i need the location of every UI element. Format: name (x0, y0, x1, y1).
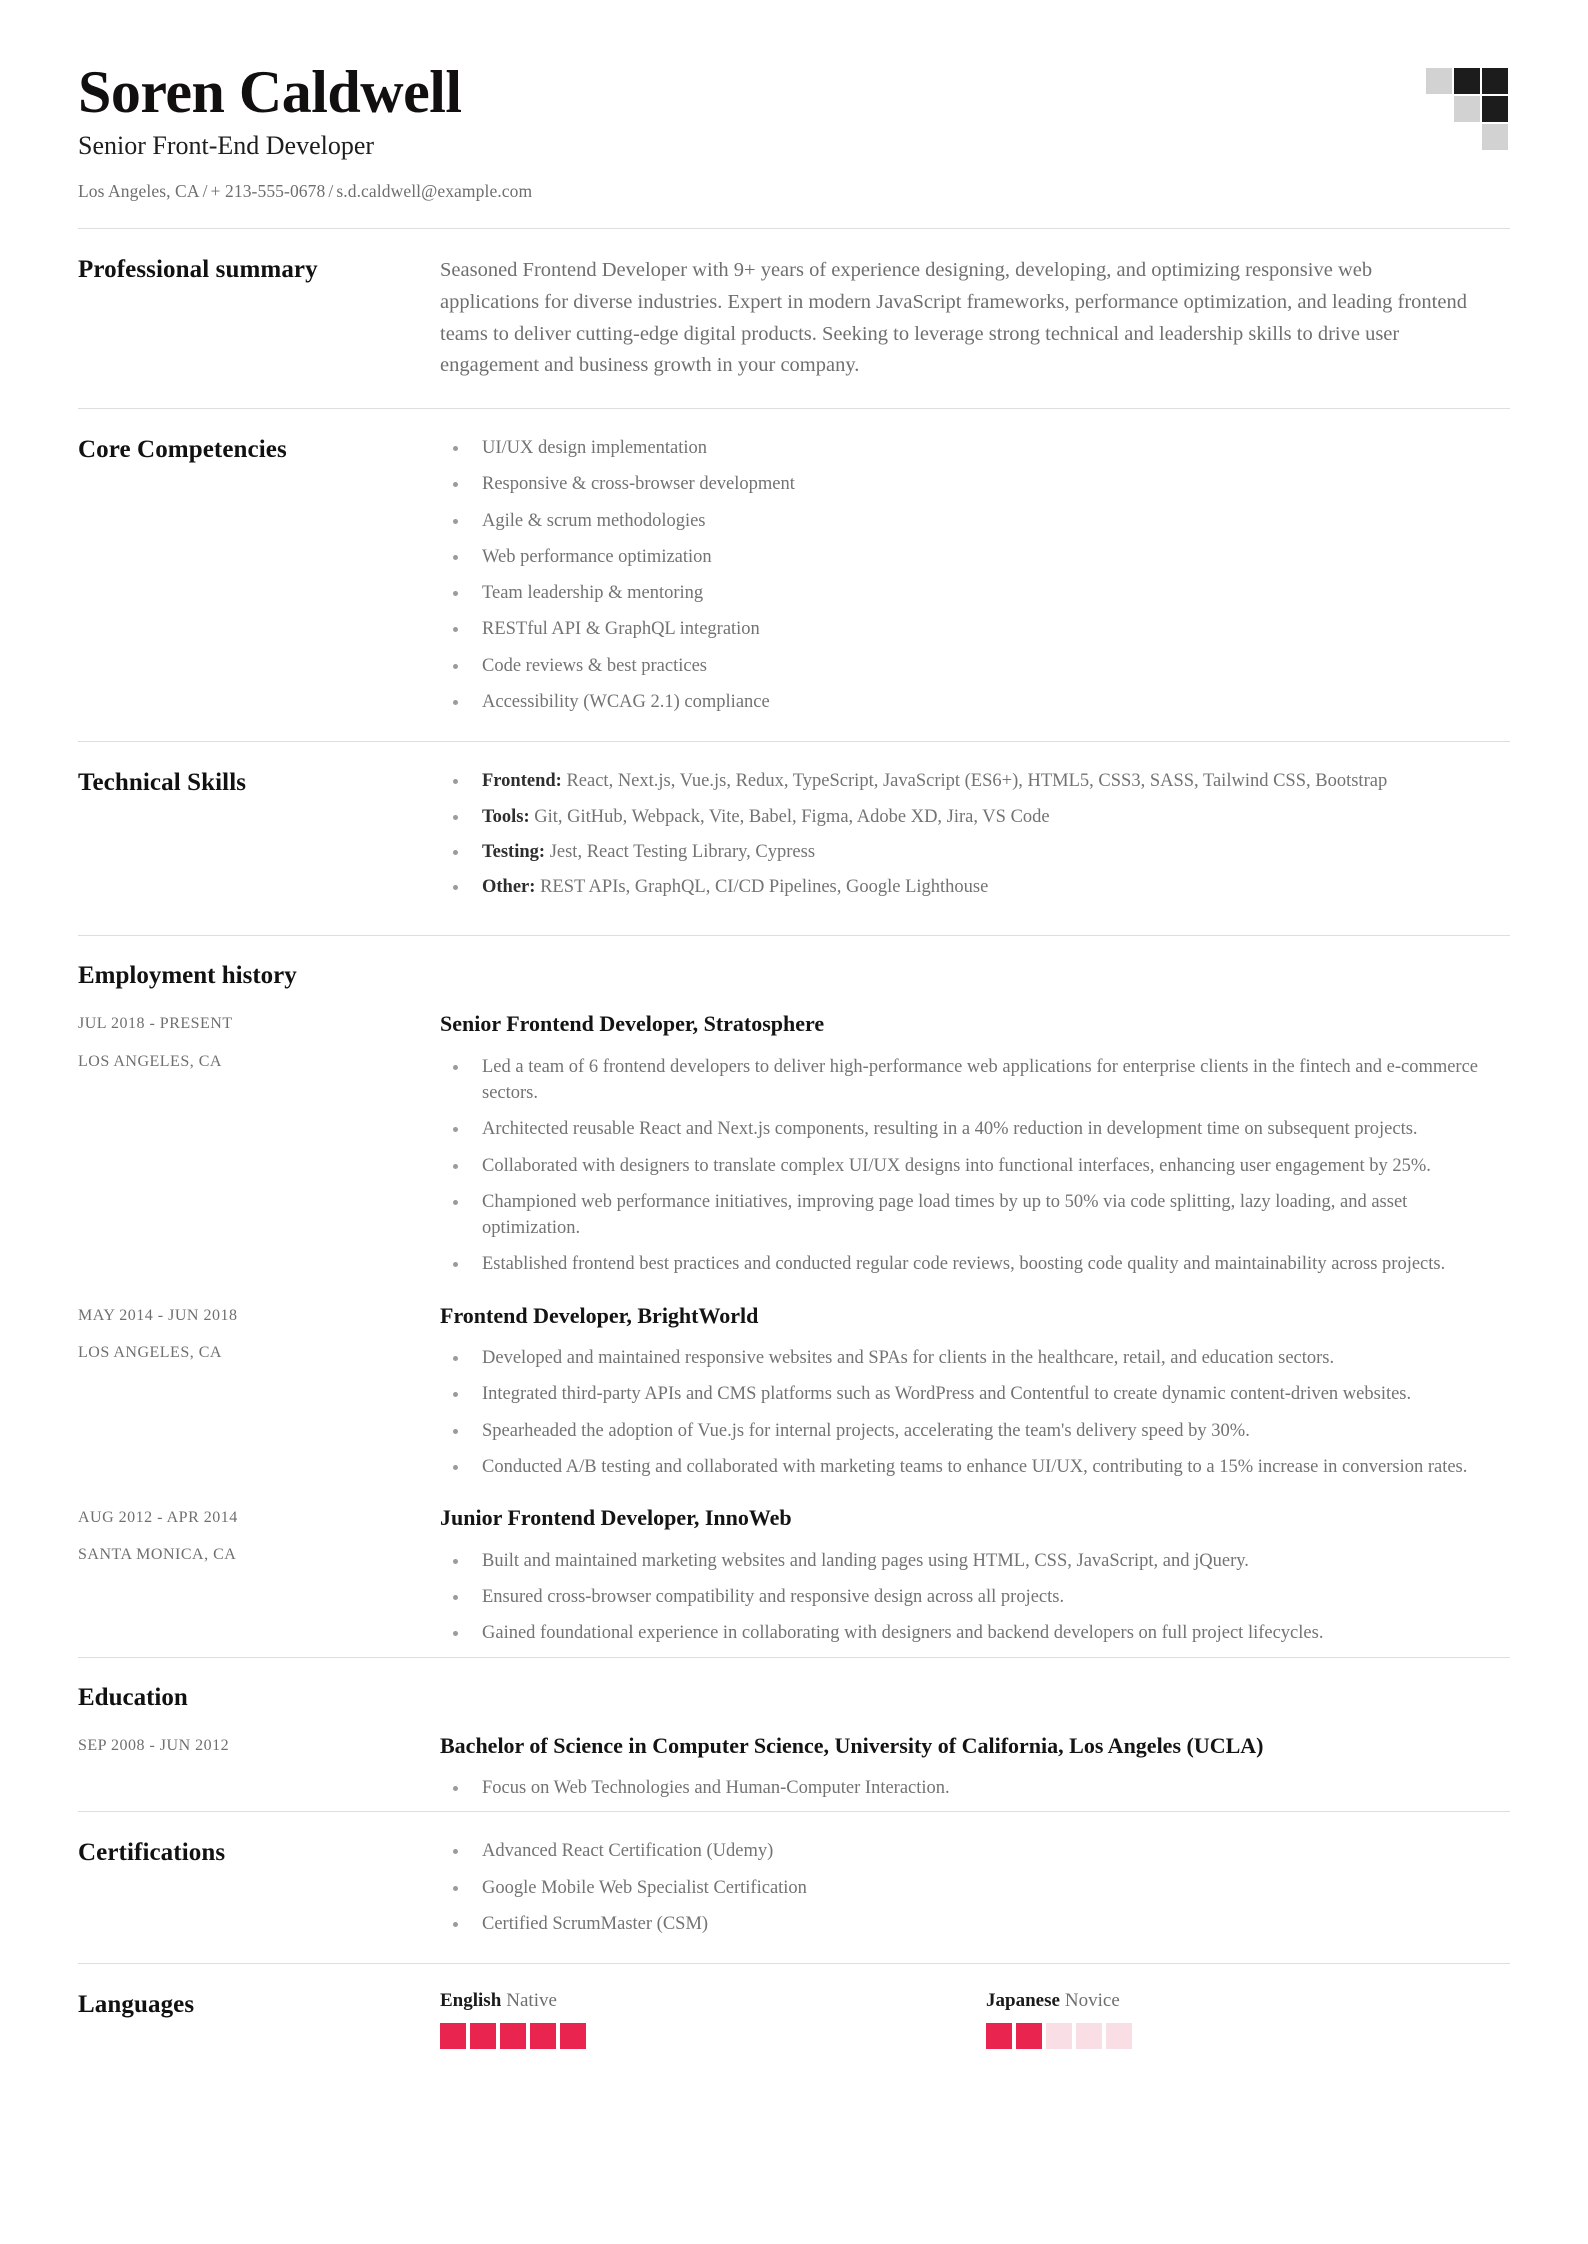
list-item: UI/UX design implementation (440, 435, 1510, 461)
contact-phone[interactable]: + 213-555-0678 (210, 181, 326, 202)
list-item: Accessibility (WCAG 2.1) compliance (440, 689, 1510, 715)
list-item: Agile & scrum methodologies (440, 508, 1510, 534)
list-item: Focus on Web Technologies and Human-Computer Interaction. (440, 1775, 1510, 1801)
list-item: Code reviews & best practices (440, 653, 1510, 679)
list-item: Integrated third-party APIs and CMS platforms such as WordPress and Contentful to create dynamic content-driven websites. (440, 1381, 1510, 1407)
languages-heading: Languages (78, 1991, 195, 2019)
employment-bullets (440, 1345, 1510, 1480)
list-item: Architected reusable React and Next.js components, resulting in a 40% reduction in development time on subsequent projects. (440, 1116, 1510, 1142)
list-item: Established frontend best practices and conducted regular code reviews, boosting code quality and maintainability across projects. (440, 1251, 1510, 1277)
list-item: Responsive & cross-browser development (440, 471, 1510, 497)
language-level-label: Novice (1064, 1990, 1120, 2012)
language-heading (986, 1990, 1532, 2012)
contact-location: Los Angeles, CA (78, 181, 200, 202)
competencies-list (440, 435, 1510, 715)
resume-header (78, 59, 1510, 228)
logo-cell-8 (1454, 124, 1480, 150)
employment-entry (78, 996, 1510, 1287)
employment-location: LOS ANGELES, CA (78, 1052, 222, 1070)
skill-value: REST APIs, GraphQL, CI/CD Pipelines, Google Lighthouse (535, 877, 989, 898)
meter-box (500, 2023, 526, 2049)
list-item: Team leadership & mentoring (440, 580, 1510, 606)
meter-box (440, 2023, 466, 2049)
logo-cell-5 (1454, 96, 1480, 122)
languages-body-col (440, 1990, 1510, 2049)
employment-title: Frontend Developer, BrightWorld (440, 1302, 759, 1328)
meter-box (1076, 2023, 1102, 2049)
list-item: Developed and maintained responsive websites and SPAs for clients in the healthcare, retail, and education sectors. (440, 1345, 1510, 1371)
education-bullets (440, 1775, 1510, 1801)
skill-value: Git, GitHub, Webpack, Vite, Babel, Figma, Adobe XD, Jira, VS Code (529, 806, 1050, 827)
language-item (440, 1990, 986, 2049)
certifications-label-col (78, 1838, 440, 1868)
summary-text: Seasoned Frontend Developer with 9+ years of experience designing, developing, and optimizing responsive web applications for diverse industries. Expert in modern JavaScript frameworks, performance optimization, and leading frontend teams to deliver cutting-edge digital products. Seeking to leverage strong technical and leadership skills to drive user engagement and business growth in your company. (440, 259, 1467, 377)
identity-block (78, 59, 1426, 202)
skill-value: Jest, React Testing Library, Cypress (545, 841, 816, 862)
contact-separator-1: / (202, 181, 208, 202)
competencies-body-col (440, 435, 1510, 715)
employment-heading-wrap (78, 936, 1510, 996)
skills-heading: Technical Skills (78, 769, 247, 797)
meter-box (470, 2023, 496, 2049)
language-name: Japanese (986, 1990, 1060, 2012)
employment-meta (78, 1504, 440, 1564)
language-level-label: Native (506, 1990, 557, 2012)
certifications-list (440, 1838, 1510, 1937)
language-heading (440, 1990, 986, 2012)
competencies-label-col (78, 435, 440, 465)
employment-bullets (440, 1054, 1510, 1278)
list-item (440, 839, 1510, 865)
education-meta (78, 1732, 440, 1773)
logo-cell-9 (1482, 124, 1508, 150)
employment-meta (78, 1010, 440, 1070)
skill-category: Testing: (482, 841, 546, 862)
employment-body (440, 1504, 1510, 1646)
employment-date: AUG 2012 - APR 2014 (78, 1509, 238, 1527)
logo-cell-3 (1482, 68, 1508, 94)
section-core-competencies (78, 409, 1510, 741)
meter-box (986, 2023, 1012, 2049)
education-date: SEP 2008 - JUN 2012 (78, 1736, 230, 1754)
skills-label-col (78, 768, 440, 798)
employment-meta (78, 1302, 440, 1362)
list-item: Championed web performance initiatives, improving page load times by up to 50% via code splitting, lazy loading, and asset optimization. (440, 1189, 1510, 1242)
language-item (986, 1990, 1532, 2049)
employment-heading: Employment history (78, 962, 297, 990)
employment-title: Junior Frontend Developer, InnoWeb (440, 1505, 792, 1531)
list-item: Gained foundational experience in collaborating with designers and backend developers on full project lifecycles. (440, 1620, 1510, 1646)
list-item: Led a team of 6 frontend developers to deliver high-performance web applications for enterprise clients in the fintech and e-commerce sectors. (440, 1054, 1510, 1107)
employment-date: JUL 2018 - PRESENT (78, 1015, 233, 1033)
list-item: Built and maintained marketing websites and landing pages using HTML, CSS, JavaScript, and jQuery. (440, 1548, 1510, 1574)
meter-box (560, 2023, 586, 2049)
list-item: Spearheaded the adoption of Vue.js for internal projects, accelerating the team's delivery speed by 30%. (440, 1418, 1510, 1444)
languages-label-col (78, 1990, 440, 2020)
full-name: Soren Caldwell (78, 59, 462, 125)
list-item: Web performance optimization (440, 544, 1510, 570)
list-item (440, 768, 1510, 794)
contact-separator-2: / (328, 181, 334, 202)
language-name: English (440, 1990, 502, 2012)
list-item: Google Mobile Web Specialist Certification (440, 1875, 1510, 1901)
skills-body-col (440, 768, 1510, 909)
contact-email[interactable]: s.d.caldwell@example.com (336, 181, 533, 202)
languages-row (440, 1990, 1510, 2049)
list-item: Ensured cross-browser compatibility and responsive design across all projects. (440, 1584, 1510, 1610)
logo-cell-1 (1426, 68, 1452, 94)
employment-location: LOS ANGELES, CA (78, 1343, 222, 1361)
education-body (440, 1732, 1510, 1802)
brand-logo-icon (1426, 68, 1510, 152)
skill-value: React, Next.js, Vue.js, Redux, TypeScript, JavaScript (ES6+), HTML5, CSS3, SASS, Tailwind CSS, Bootstrap (561, 771, 1388, 792)
list-item (440, 804, 1510, 830)
certifications-heading: Certifications (78, 1839, 226, 1867)
list-item: Certified ScrumMaster (CSM) (440, 1911, 1510, 1937)
list-item: Conducted A/B testing and collaborated with marketing teams to enhance UI/UX, contributing to a 15% increase in conversion rates. (440, 1454, 1510, 1480)
meter-box (1106, 2023, 1132, 2049)
logo-cell-4 (1426, 96, 1452, 122)
employment-title: Senior Frontend Developer, Stratosphere (440, 1011, 825, 1037)
education-title: Bachelor of Science in Computer Science, University of California, Los Angeles (UCLA) (440, 1732, 1264, 1758)
skill-category: Frontend: (482, 771, 562, 792)
summary-body-col (440, 255, 1510, 382)
competencies-heading: Core Competencies (78, 436, 287, 464)
employment-location: SANTA MONICA, CA (78, 1546, 237, 1564)
certifications-body-col (440, 1838, 1510, 1937)
list-item (440, 874, 1510, 900)
skill-category: Tools: (482, 806, 530, 827)
employment-bullets (440, 1548, 1510, 1647)
summary-heading: Professional summary (78, 256, 318, 284)
section-certifications (78, 1812, 1510, 1963)
logo-cell-6 (1482, 96, 1508, 122)
logo-cell-2 (1454, 68, 1480, 94)
employment-entry (78, 1490, 1510, 1656)
list-item: RESTful API & GraphQL integration (440, 616, 1510, 642)
language-level-meter (986, 2023, 1532, 2049)
skill-category: Other: (482, 877, 536, 898)
meter-box (530, 2023, 556, 2049)
employment-body (440, 1302, 1510, 1481)
logo-cell-7 (1426, 124, 1452, 150)
section-languages (78, 1964, 1510, 2075)
employment-entry (78, 1288, 1510, 1491)
contact-line (78, 181, 1426, 202)
job-title: Senior Front-End Developer (78, 131, 375, 161)
meter-box (1016, 2023, 1042, 2049)
education-heading-wrap (78, 1658, 1510, 1718)
employment-body (440, 1010, 1510, 1277)
summary-label-col (78, 255, 440, 285)
skills-list (440, 768, 1510, 900)
meter-box (1046, 2023, 1072, 2049)
employment-date: MAY 2014 - JUN 2018 (78, 1306, 238, 1324)
section-technical-skills (78, 742, 1510, 935)
education-entry (78, 1718, 1510, 1812)
language-level-meter (440, 2023, 986, 2049)
section-professional-summary (78, 229, 1510, 408)
list-item: Advanced React Certification (Udemy) (440, 1838, 1510, 1864)
list-item: Collaborated with designers to translate complex UI/UX designs into functional interfaces, enhancing user engagement by 25%. (440, 1153, 1510, 1179)
education-heading: Education (78, 1683, 188, 1711)
